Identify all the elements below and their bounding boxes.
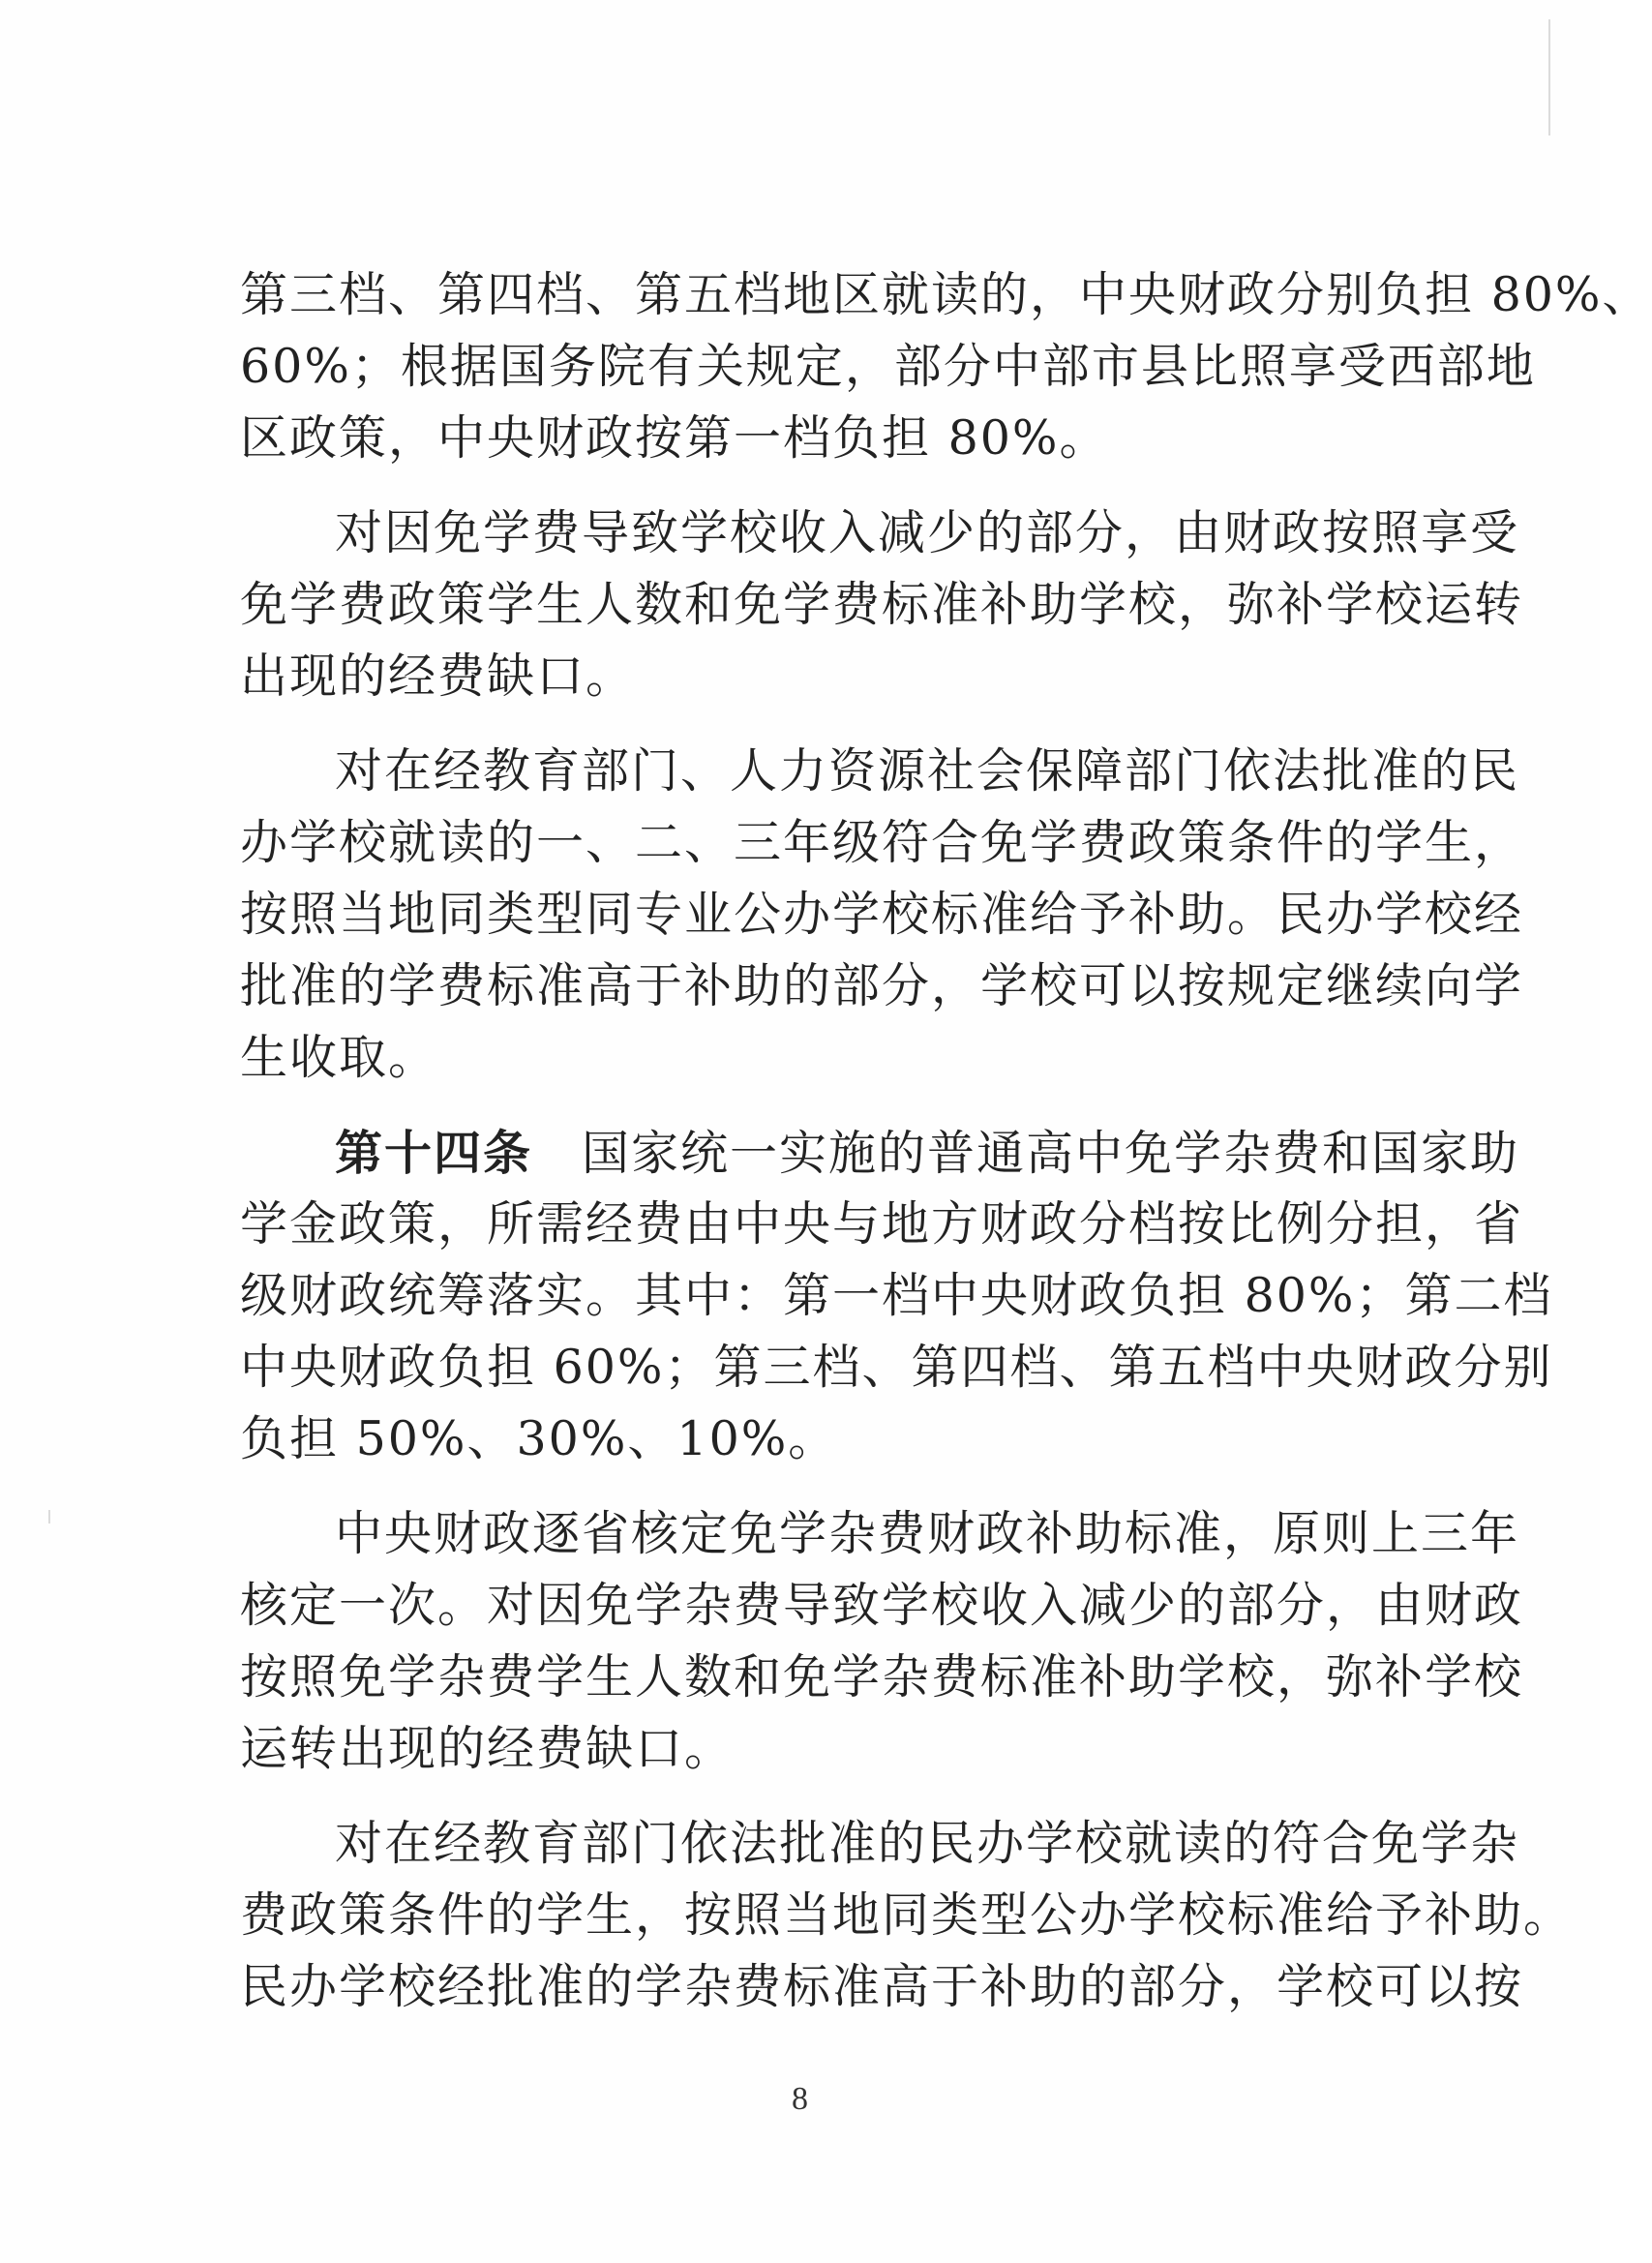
text-line: 生收取。 xyxy=(240,1030,438,1085)
text-line: 费政策条件的学生，按照当地同类型公办学校标准给予补助。 xyxy=(240,1887,1574,1943)
article-14-first-line xyxy=(240,1117,1520,1189)
text-line: 学金政策，所需经费由中央与地方财政分档按比例分担，省 xyxy=(240,1196,1524,1252)
text-line: 办学校就读的一、二、三年级符合免学费政策条件的学生， xyxy=(240,815,1524,870)
text-line: 按照当地同类型同专业公办学校标准给予补助。民办学校经 xyxy=(240,887,1524,942)
article-heading: 第十四条 xyxy=(335,1125,533,1181)
body-text xyxy=(240,259,1652,2023)
text-line: 出现的经费缺口。 xyxy=(240,649,636,704)
text-line: 负担 50%、30%、10%。 xyxy=(240,1411,838,1466)
text-line: 区政策，中央财政按第一档负担 80%。 xyxy=(240,410,1109,466)
text-line: 第三档、第四档、第五档地区就读的，中央财政分别负担 80%、 xyxy=(240,267,1652,322)
text-line: 对在经教育部门、人力资源社会保障部门依法批准的民 xyxy=(335,743,1520,799)
text-line: 运转出现的经费缺口。 xyxy=(240,1721,735,1776)
text-line: 批准的学费标准高于补助的部分，学校可以按规定继续向学 xyxy=(240,958,1524,1013)
text-line: 民办学校经批准的学杂费标准高于补助的部分，学校可以按 xyxy=(240,1959,1524,2014)
text-line: 中央财政负担 60%；第三档、第四档、第五档中央财政分别 xyxy=(240,1340,1553,1395)
article-text: 国家统一实施的普通高中免学杂费和国家助 xyxy=(582,1126,1520,1181)
scan-mark xyxy=(1548,19,1550,136)
text-line: 对因免学费导致学校收入减少的部分，由财政按照享受 xyxy=(335,505,1520,560)
scan-mark xyxy=(48,1510,50,1524)
text-line: 级财政统筹落实。其中：第一档中央财政负担 80%；第二档 xyxy=(240,1268,1553,1323)
text-line: 核定一次。对因免学杂费导致学校收入减少的部分，由财政 xyxy=(240,1578,1524,1633)
page-number: 8 xyxy=(792,2081,808,2117)
text-line: 按照免学杂费学生人数和免学杂费标准补助学校，弥补学校 xyxy=(240,1649,1524,1705)
text-line: 60%；根据国务院有关规定，部分中部市县比照享受西部地 xyxy=(240,339,1536,394)
text-line: 免学费政策学生人数和免学费标准补助学校，弥补学校运转 xyxy=(240,577,1524,632)
text-line: 对在经教育部门依法批准的民办学校就读的符合免学杂 xyxy=(335,1816,1520,1871)
text-line: 中央财政逐省核定免学杂费财政补助标准，原则上三年 xyxy=(335,1506,1520,1561)
